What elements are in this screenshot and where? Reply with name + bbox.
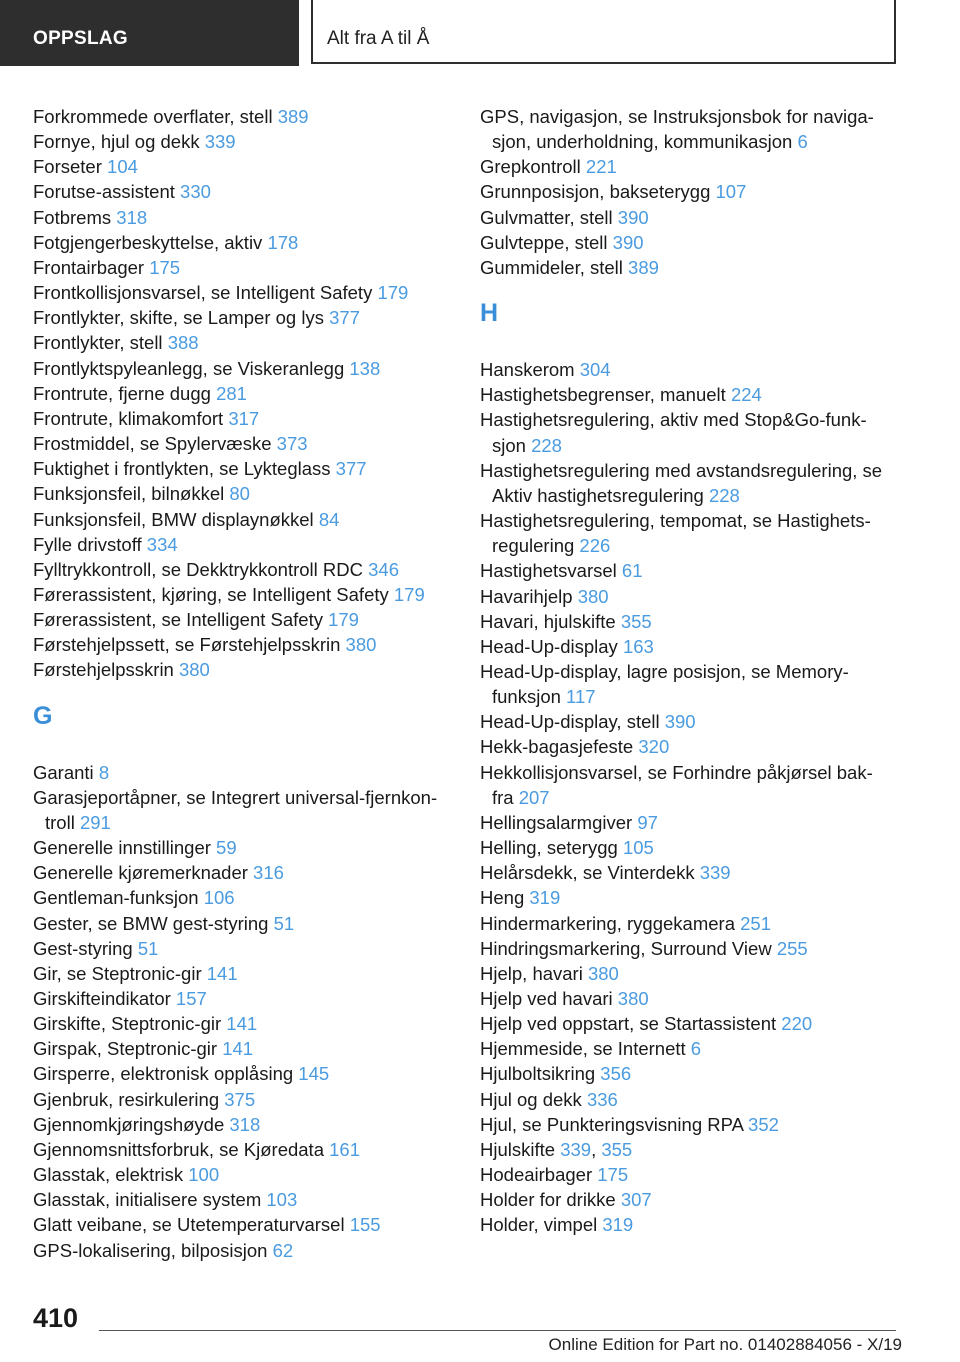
- page-header: [0, 0, 960, 66]
- index-entry: [33, 406, 463, 431]
- page-reference-link[interactable]: 380: [345, 634, 377, 656]
- page-reference-link[interactable]: 61: [621, 560, 643, 582]
- index-entry: [480, 1112, 900, 1137]
- index-entry: [480, 961, 900, 986]
- index-entry-text: Førstehjelpssett, se Førstehjelpsskrin: [33, 634, 341, 656]
- index-entry: [33, 179, 463, 204]
- index-entry-text: Garanti: [33, 761, 94, 783]
- index-entry-text: Hekkollisjonsvarsel, se Forhindre påkjørsel bak-: [480, 761, 873, 783]
- index-entry: [33, 230, 463, 255]
- page-reference-link[interactable]: 377: [335, 458, 367, 480]
- index-entry: [33, 481, 463, 506]
- index-entry-text: Forkrommede overflater, stell: [33, 106, 273, 127]
- index-entry: [33, 860, 463, 885]
- index-entry-text: sjon: [492, 434, 526, 456]
- page-reference-link[interactable]: 138: [349, 357, 381, 379]
- index-entry: [480, 986, 900, 1011]
- page-reference-link[interactable]: 339: [204, 131, 236, 153]
- index-entry-text: Havarihjelp: [480, 585, 573, 607]
- page-reference-link[interactable]: 380: [587, 962, 619, 984]
- index-entry-text: GPS, navigasjon, se Instruksjonsbok for naviga-: [480, 106, 874, 127]
- index-entry-text: regulering: [492, 535, 575, 557]
- index-entry-text: Førerassistent, se Intelligent Safety: [33, 609, 323, 631]
- index-entry-text: Hastighetsvarsel: [480, 560, 617, 582]
- index-entry-text: Head-Up-display, stell: [480, 711, 660, 733]
- page-reference-link[interactable]: 141: [226, 1013, 258, 1035]
- index-entry: [33, 911, 463, 936]
- index-entry: [33, 104, 463, 129]
- index-entry: [33, 632, 463, 657]
- page-reference-link[interactable]: 117: [566, 686, 596, 708]
- page-reference-link[interactable]: 8: [98, 761, 110, 783]
- page-reference-link[interactable]: 155: [349, 1214, 381, 1236]
- page-reference-link[interactable]: 179: [328, 609, 359, 631]
- index-entry-text: Aktiv hastighetsregulering: [492, 484, 704, 506]
- index-entry-text: Grunnposisjon, bakseterygg: [480, 181, 711, 203]
- page-footer: [0, 1290, 960, 1362]
- page-reference-link[interactable]: 355: [601, 1138, 633, 1160]
- index-entry-text: Glasstak, initialisere system: [33, 1189, 262, 1211]
- index-entry: [480, 407, 900, 457]
- index-entry: [480, 584, 900, 609]
- index-entry: [33, 582, 463, 607]
- page-reference-link[interactable]: 318: [116, 206, 148, 228]
- page-reference-link[interactable]: 389: [628, 256, 659, 278]
- page-reference-link[interactable]: 380: [178, 659, 210, 681]
- index-entry-text: Hastighetsregulering, aktiv med Stop&Go-funk-: [480, 409, 867, 431]
- page-reference-link[interactable]: 373: [276, 433, 308, 455]
- page-reference-link[interactable]: 161: [329, 1138, 361, 1160]
- index-entry: [33, 1162, 463, 1187]
- index-entry-text: Helårsdekk, se Vinterdekk: [480, 862, 695, 884]
- index-entry-text: Hjul, se Punkteringsvisning RPA: [480, 1113, 743, 1135]
- page-reference-link[interactable]: 141: [206, 962, 238, 984]
- index-entry-text: Fylltrykkontroll, se Dekktrykkontroll RDC: [33, 558, 363, 580]
- page-reference-link[interactable]: 175: [597, 1164, 629, 1186]
- index-entry: [480, 382, 900, 407]
- index-entry-text: Head-Up-display: [480, 635, 618, 657]
- index-column-left: [33, 104, 463, 1263]
- index-entry-text: fra: [492, 786, 514, 808]
- index-entry-text: Gester, se BMW gest-styring: [33, 912, 269, 934]
- index-entry: [33, 986, 463, 1011]
- index-entry-text: Generelle innstillinger: [33, 837, 211, 859]
- index-entry: [33, 1238, 463, 1263]
- index-entry-text: Hastighetsbegrenser, manuelt: [480, 384, 726, 406]
- page-reference-link[interactable]: 389: [277, 106, 309, 127]
- index-entry: [480, 734, 900, 759]
- index-entry: [480, 179, 900, 204]
- index-column-right: [480, 104, 900, 1238]
- index-entry: [480, 634, 900, 659]
- page-reference-link[interactable]: 51: [137, 937, 159, 959]
- page-reference-link[interactable]: 220: [781, 1013, 813, 1035]
- index-entry: [480, 1061, 900, 1086]
- page-reference-link[interactable]: 6: [690, 1038, 702, 1060]
- page-reference-link[interactable]: 356: [600, 1063, 632, 1085]
- index-entry: [480, 205, 900, 230]
- page-reference-link[interactable]: 62: [272, 1239, 294, 1261]
- page-reference-link[interactable]: 251: [740, 912, 772, 934]
- index-entry: [480, 1187, 900, 1212]
- page-reference-link[interactable]: 390: [617, 206, 649, 228]
- page-reference-link[interactable]: 388: [167, 332, 199, 354]
- index-entry: [33, 607, 463, 632]
- index-entry-text: Gentleman-funksjon: [33, 887, 199, 909]
- index-letter-heading: G: [33, 701, 53, 730]
- index-entry: [33, 1036, 463, 1061]
- index-entry-text: Holder for drikke: [480, 1189, 616, 1211]
- page-reference-link[interactable]: 352: [748, 1113, 779, 1135]
- index-entry: [33, 205, 463, 230]
- index-entry: [480, 255, 900, 280]
- index-entry: [33, 785, 463, 835]
- index-entry-text: Girspak, Steptronic-gir: [33, 1038, 218, 1060]
- page-reference-link[interactable]: 317: [228, 407, 260, 429]
- section-tab: OPPSLAG: [0, 0, 299, 66]
- index-entry-text: Hodeairbager: [480, 1164, 593, 1186]
- index-entry: [480, 154, 900, 179]
- index-entry: [480, 835, 900, 860]
- index-entry: [33, 961, 463, 986]
- page-reference-link[interactable]: 291: [79, 811, 111, 833]
- page-reference-link[interactable]: 281: [216, 382, 247, 404]
- index-entry: [33, 381, 463, 406]
- page-reference-link[interactable]: 6: [797, 131, 808, 153]
- index-entry-text: Head-Up-display, lagre posisjon, se Memory-: [480, 660, 849, 682]
- index-entry: [33, 330, 463, 355]
- page-reference-link[interactable]: 336: [586, 1088, 618, 1110]
- index-entry-text: Fornye, hjul og dekk: [33, 131, 200, 153]
- index-entry: [33, 557, 463, 582]
- index-entry-text: Førstehjelpsskrin: [33, 659, 174, 681]
- page-reference-link[interactable]: 103: [266, 1189, 298, 1211]
- index-entry-text: Gjennomkjøringshøyde: [33, 1113, 225, 1135]
- index-entry-text: Garasjeportåpner, se Integrert universal-fjernkon-: [33, 786, 438, 808]
- index-entry: [33, 280, 463, 305]
- index-entry-text: Gir, se Steptronic-gir: [33, 962, 202, 984]
- page-reference-link[interactable]: 107: [715, 181, 747, 203]
- index-entry-text: Fylle drivstoff: [33, 533, 142, 555]
- page-reference-link[interactable]: 80: [229, 483, 250, 505]
- index-entry: [33, 1011, 463, 1036]
- page-reference-link[interactable]: 390: [612, 231, 644, 253]
- index-entry: [480, 936, 900, 961]
- page-reference-link[interactable]: 105: [622, 837, 654, 859]
- index-entry: [480, 911, 900, 936]
- page-reference-link[interactable]: 319: [529, 887, 561, 909]
- index-entry: [33, 1061, 463, 1086]
- index-entry-text: GPS-lokalisering, bilposisjon: [33, 1239, 268, 1261]
- index-entry: [480, 230, 900, 255]
- page-reference-link[interactable]: 228: [708, 484, 740, 506]
- index-entry-text: Hanskerom: [480, 359, 575, 381]
- index-entry-text: Hjelp ved oppstart, se Startassistent: [480, 1013, 777, 1035]
- page-reference-link[interactable]: 179: [393, 583, 425, 605]
- index-entry-text: Hastighetsregulering med avstandsregulering, se: [480, 459, 883, 481]
- index-entry-text: Fuktighet i frontlykten, se Lykteglass: [33, 458, 331, 480]
- index-entry-text: Hjulboltsikring: [480, 1063, 596, 1085]
- index-entry: [33, 255, 463, 280]
- page-reference-link[interactable]: 226: [579, 535, 611, 557]
- index-entry: [480, 609, 900, 634]
- page-reference-link[interactable]: 141: [222, 1038, 254, 1060]
- index-entry-text: Frontrute, klimakomfort: [33, 407, 224, 429]
- index-entry-text: Hjelp, havari: [480, 962, 583, 984]
- index-entry-text: Frontkollisjonsvarsel, se Intelligent Safety: [33, 282, 373, 304]
- index-entry-text: Holder, vimpel: [480, 1214, 598, 1236]
- page-reference-link[interactable]: 221: [585, 156, 617, 178]
- index-entry-text: Frontlyktspyleanlegg, se Viskeranlegg: [33, 357, 345, 379]
- index-entry-text: Hjemmeside, se Internett: [480, 1038, 686, 1060]
- index-entry: [33, 1112, 463, 1137]
- index-entry: [33, 936, 463, 961]
- page-reference-link[interactable]: 375: [224, 1088, 256, 1110]
- index-entry-text: Hjulskifte: [480, 1138, 556, 1160]
- page-reference-link[interactable]: 175: [149, 256, 181, 278]
- index-letter-heading: H: [480, 299, 499, 328]
- index-entry-text: Fotgjengerbeskyttelse, aktiv: [33, 231, 263, 253]
- index-entry: [33, 1187, 463, 1212]
- index-entry: [480, 810, 900, 835]
- index-entry-text: Gummideler, stell: [480, 256, 623, 278]
- index-entry-text: Generelle kjøremerknader: [33, 862, 248, 884]
- index-entry: [33, 885, 463, 910]
- index-entry: [33, 1087, 463, 1112]
- index-entry-text: Gulvmatter, stell: [480, 206, 613, 228]
- page-reference-link[interactable]: 178: [267, 231, 299, 253]
- index-entry-text: Frontrute, fjerne dugg: [33, 382, 211, 404]
- index-entry-text: Hjul og dekk: [480, 1088, 582, 1110]
- index-entry: [33, 431, 463, 456]
- page-reference-link[interactable]: 207: [518, 786, 550, 808]
- index-entry-text: Frontlykter, skifte, se Lamper og lys: [33, 307, 324, 329]
- page-reference-link[interactable]: 346: [368, 558, 399, 580]
- page-reference-link[interactable]: 145: [298, 1063, 330, 1085]
- index-entry-text: Førerassistent, kjøring, se Intelligent Safety: [33, 583, 389, 605]
- index-entry-text: Gest-styring: [33, 937, 133, 959]
- page-reference-link[interactable]: 255: [776, 937, 808, 959]
- index-entry-text: Funksjonsfeil, bilnøkkel: [33, 483, 225, 505]
- page-reference-link[interactable]: 104: [107, 156, 138, 178]
- page-reference-link[interactable]: 228: [531, 434, 562, 456]
- page-reference-link[interactable]: 51: [273, 912, 295, 934]
- page-reference-link[interactable]: 316: [253, 862, 284, 884]
- index-entry-text: Helling, seterygg: [480, 837, 618, 859]
- index-entry: [33, 835, 463, 860]
- index-entry: [480, 458, 900, 508]
- index-entry-text: Frontairbager: [33, 256, 145, 278]
- page-reference-link[interactable]: 330: [180, 181, 211, 203]
- index-entry: [480, 1087, 900, 1112]
- index-entry: [480, 860, 900, 885]
- index-entry: [480, 1036, 900, 1061]
- index-entry: [480, 885, 900, 910]
- index-entry: [480, 1162, 900, 1187]
- page-reference-link[interactable]: 100: [188, 1164, 220, 1186]
- index-entry-text: Frostmiddel, se Spylervæske: [33, 433, 272, 455]
- index-entry-text: Fotbrems: [33, 206, 112, 228]
- index-entry: [33, 154, 463, 179]
- index-entry-text: Grepkontroll: [480, 156, 581, 178]
- page-reference-link[interactable]: 320: [638, 736, 670, 758]
- index-entry-text: Hellingsalarmgiver: [480, 811, 633, 833]
- index-entry: [480, 1011, 900, 1036]
- index-entry: [480, 760, 900, 810]
- page-reference-link[interactable]: 380: [617, 988, 649, 1009]
- page-reference-link[interactable]: 319: [602, 1214, 634, 1236]
- chapter-title: Alt fra A til Å: [311, 0, 896, 64]
- index-entry-text: Hindringsmarkering, Surround View: [480, 937, 772, 959]
- index-entry-text: Heng: [480, 887, 525, 909]
- page-reference-link[interactable]: 106: [203, 887, 235, 909]
- page-reference-link[interactable]: 355: [620, 610, 652, 632]
- index-entry-text: Glasstak, elektrisk: [33, 1164, 184, 1186]
- page-number: 410: [33, 1303, 79, 1333]
- page-reference-link[interactable]: 339: [560, 1138, 592, 1160]
- index-entry-text: Girskifteindikator: [33, 988, 171, 1009]
- page-reference-link[interactable]: 307: [620, 1189, 652, 1211]
- index-entry: [480, 104, 900, 154]
- page-reference-link[interactable]: 390: [664, 711, 696, 733]
- index-entry: [33, 356, 463, 381]
- index-entry: [480, 558, 900, 583]
- index-entry: [480, 709, 900, 734]
- index-entry-text: Gulvteppe, stell: [480, 231, 608, 253]
- index-entry-text: Girskifte, Steptronic-gir: [33, 1013, 222, 1035]
- page-reference-link[interactable]: 163: [622, 635, 654, 657]
- page-reference-link[interactable]: 97: [637, 811, 658, 833]
- page-reference-link[interactable]: 224: [730, 384, 762, 406]
- footer-divider: [99, 1330, 896, 1331]
- index-entry: [33, 760, 463, 785]
- index-entry-text: Gjenbruk, resirkulering: [33, 1088, 220, 1110]
- page-reference-link[interactable]: 339: [699, 862, 731, 884]
- page-reference-link[interactable]: 179: [377, 282, 409, 304]
- page-reference-link[interactable]: 304: [579, 359, 611, 381]
- index-entry: [480, 508, 900, 558]
- index-entry-text: Funksjonsfeil, BMW displaynøkkel: [33, 508, 314, 530]
- page-reference-link[interactable]: 157: [175, 988, 207, 1009]
- index-entry-text: Hastighetsregulering, tempomat, se Hastighets-: [480, 510, 871, 532]
- index-entry-text: troll: [45, 811, 75, 833]
- index-entry-text: Glatt veibane, se Utetemperaturvarsel: [33, 1214, 345, 1236]
- page-reference-link[interactable]: 377: [329, 307, 360, 329]
- page-reference-link[interactable]: 334: [146, 533, 178, 555]
- index-entry-text: Forutse-assistent: [33, 181, 175, 203]
- index-entry-text: Girsperre, elektronisk opplåsing: [33, 1063, 294, 1085]
- index-entry: [33, 657, 463, 682]
- index-entry-text: funksjon: [492, 686, 561, 708]
- index-entry: [33, 1212, 463, 1237]
- index-entry-text: Gjennomsnittsforbruk, se Kjøredata: [33, 1138, 324, 1160]
- index-entry: [33, 456, 463, 481]
- index-entry: [33, 129, 463, 154]
- index-entry-text: Hekk-bagasjefeste: [480, 736, 634, 758]
- page-reference-link[interactable]: 318: [229, 1113, 261, 1135]
- page-reference-link[interactable]: 84: [318, 508, 340, 530]
- index-entry: Hjulskifte 339, 355: [480, 1138, 633, 1160]
- index-entry: [480, 659, 900, 709]
- index-entry: [33, 532, 463, 557]
- index-entry-text: Frontlykter, stell: [33, 332, 163, 354]
- index-entry: [33, 507, 463, 532]
- index-entry-text: Forseter: [33, 156, 102, 178]
- index-entry-text: Hjelp ved havari: [480, 988, 613, 1009]
- index-entry-text: Havari, hjulskifte: [480, 610, 616, 632]
- index-entry: [480, 1212, 900, 1237]
- page-reference-link[interactable]: 59: [216, 837, 237, 859]
- page-reference-link[interactable]: 380: [577, 585, 609, 607]
- index-entry: [33, 305, 463, 330]
- index-entry: [480, 357, 900, 382]
- index-entry: [33, 1137, 463, 1162]
- index-entry-text: Hindermarkering, ryggekamera: [480, 912, 735, 934]
- edition-text: Online Edition for Part no. 01402884056 - X/19: [548, 1335, 902, 1354]
- index-entry-text: sjon, underholdning, kommunikasjon: [492, 131, 793, 153]
